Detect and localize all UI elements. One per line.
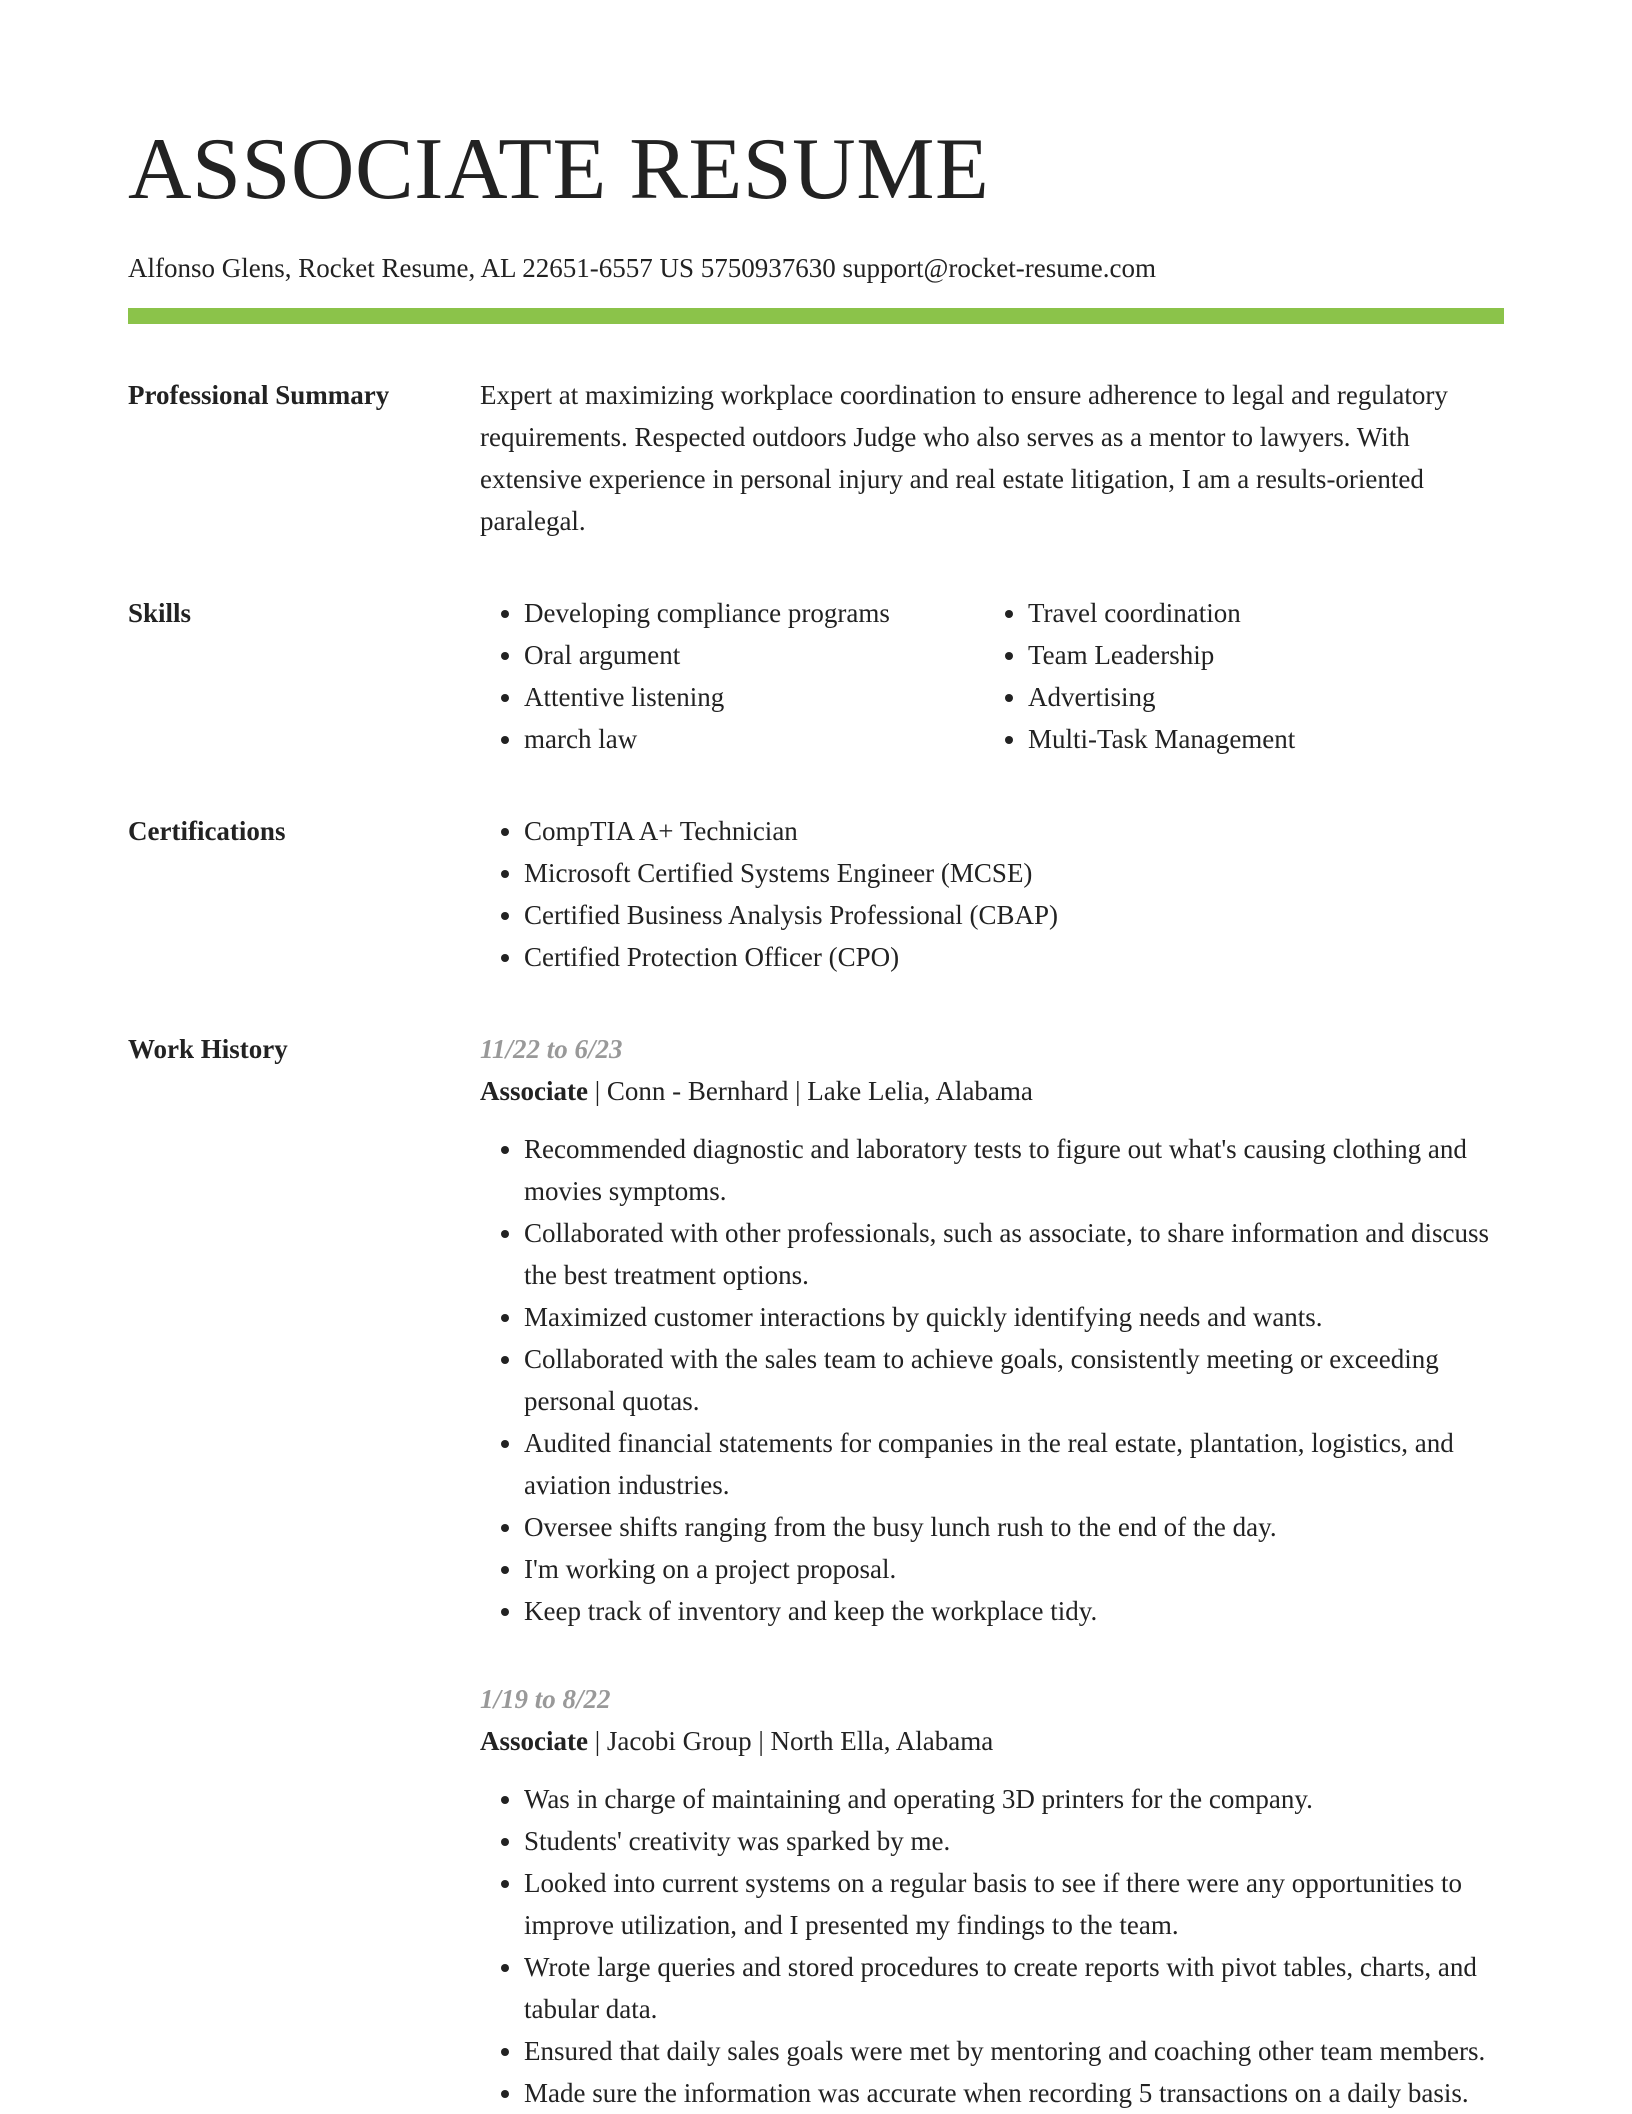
section-label-work-history: Work History: [128, 1034, 288, 1064]
job-bullet: • Oversee shifts ranging from the busy lunch rush to the end of the day.: [524, 1506, 1504, 1548]
skill-item: • Developing compliance programs: [524, 592, 984, 634]
job-bullet: • Collaborated with the sales team to achieve goals, consistently meeting or exceeding personal quotas.: [524, 1338, 1504, 1422]
job-bullets: [480, 1778, 1504, 2114]
job-bullet: • Looked into current systems on a regular basis to see if there were any opportunities to improve utilization, and I presented my findings to the team.: [524, 1862, 1504, 1946]
certifications-section: [128, 810, 1504, 978]
certification-item: • Certified Business Analysis Professional (CBAP): [524, 894, 1504, 936]
job-bullet: • Maximized customer interactions by quickly identifying needs and wants.: [524, 1296, 1504, 1338]
job-bullets: [480, 1128, 1504, 1632]
job-bullet: • Made sure the information was accurate when recording 5 transactions on a daily basis.: [524, 2072, 1504, 2114]
job-header: [480, 1070, 1504, 1112]
job-bullet: • Audited financial statements for companies in the real estate, plantation, logistics, and aviation industries.: [524, 1422, 1504, 1506]
job-dates: 11/22 to 6/23: [480, 1034, 623, 1064]
skill-item: • Team Leadership: [1028, 634, 1295, 676]
job-bullet: • Recommended diagnostic and laboratory tests to figure out what's causing clothing and movies symptoms.: [524, 1128, 1504, 1212]
section-label-summary: Professional Summary: [128, 380, 390, 410]
job-dates: 1/19 to 8/22: [480, 1684, 611, 1714]
summary-body: [480, 374, 1504, 542]
certifications-body: [480, 810, 1504, 978]
skills-body: [480, 592, 1504, 760]
job-bullet: • Ensured that daily sales goals were met by mentoring and coaching other team members.: [524, 2030, 1504, 2072]
job-header: [480, 1720, 1504, 1762]
skill-item: • Attentive listening: [524, 676, 984, 718]
job-bullet: • Wrote large queries and stored procedures to create reports with pivot tables, charts, and tabular data.: [524, 1946, 1504, 2030]
summary-text: Expert at maximizing workplace coordination to ensure adherence to legal and regulatory requirements. Respected outdoors Judge who also serves as a mentor to lawyers. With extensive experience in personal injury and real estate litigation, I am a results-oriented paralegal.: [480, 380, 1448, 536]
job-bullet: • I'm working on a project proposal.: [524, 1548, 1504, 1590]
certification-item: • Certified Protection Officer (CPO): [524, 936, 1504, 978]
job-entry: [480, 1028, 1504, 1632]
contact-line: Alfonso Glens, Rocket Resume, AL 22651-6557 US 5750937630 support@rocket-resume.com: [128, 253, 1156, 283]
skills-list-left: [480, 592, 984, 760]
job-details: | Conn - Bernhard | Lake Lelia, Alabama: [587, 1076, 1033, 1106]
job-entry: [480, 1678, 1504, 2114]
skills-column-right: [984, 592, 1295, 760]
summary-section: [128, 374, 1504, 542]
job-bullet: • Collaborated with other professionals, such as associate, to share information and discuss the best treatment options.: [524, 1212, 1504, 1296]
work-history-body: [480, 1028, 1504, 2114]
job-role: Associate: [480, 1076, 588, 1106]
skills-grid: [480, 592, 1504, 760]
skills-column-left: [480, 592, 984, 760]
header-divider: [128, 308, 1504, 324]
work-history-section: [128, 1028, 1504, 2114]
skills-section: [128, 592, 1504, 760]
section-label-skills: Skills: [128, 598, 192, 628]
job-bullet: • Was in charge of maintaining and operating 3D printers for the company.: [524, 1778, 1504, 1820]
skill-item: • Oral argument: [524, 634, 984, 676]
skill-item: • march law: [524, 718, 984, 760]
job-bullet: • Students' creativity was sparked by me.: [524, 1820, 1504, 1862]
certification-item: • CompTIA A+ Technician: [524, 810, 1504, 852]
section-label-certifications: Certifications: [128, 816, 286, 846]
skill-item: • Advertising: [1028, 676, 1295, 718]
certifications-list: [480, 810, 1504, 978]
skill-item: • Travel coordination: [1028, 592, 1295, 634]
resume-title: ASSOCIATE RESUME: [128, 121, 990, 218]
skill-item: • Multi-Task Management: [1028, 718, 1295, 760]
certification-item: • Microsoft Certified Systems Engineer (MCSE): [524, 852, 1504, 894]
job-role: Associate: [480, 1726, 588, 1756]
job-bullet: • Keep track of inventory and keep the workplace tidy.: [524, 1590, 1504, 1632]
job-details: | Jacobi Group | North Ella, Alabama: [587, 1726, 994, 1756]
skills-list-right: [984, 592, 1295, 760]
